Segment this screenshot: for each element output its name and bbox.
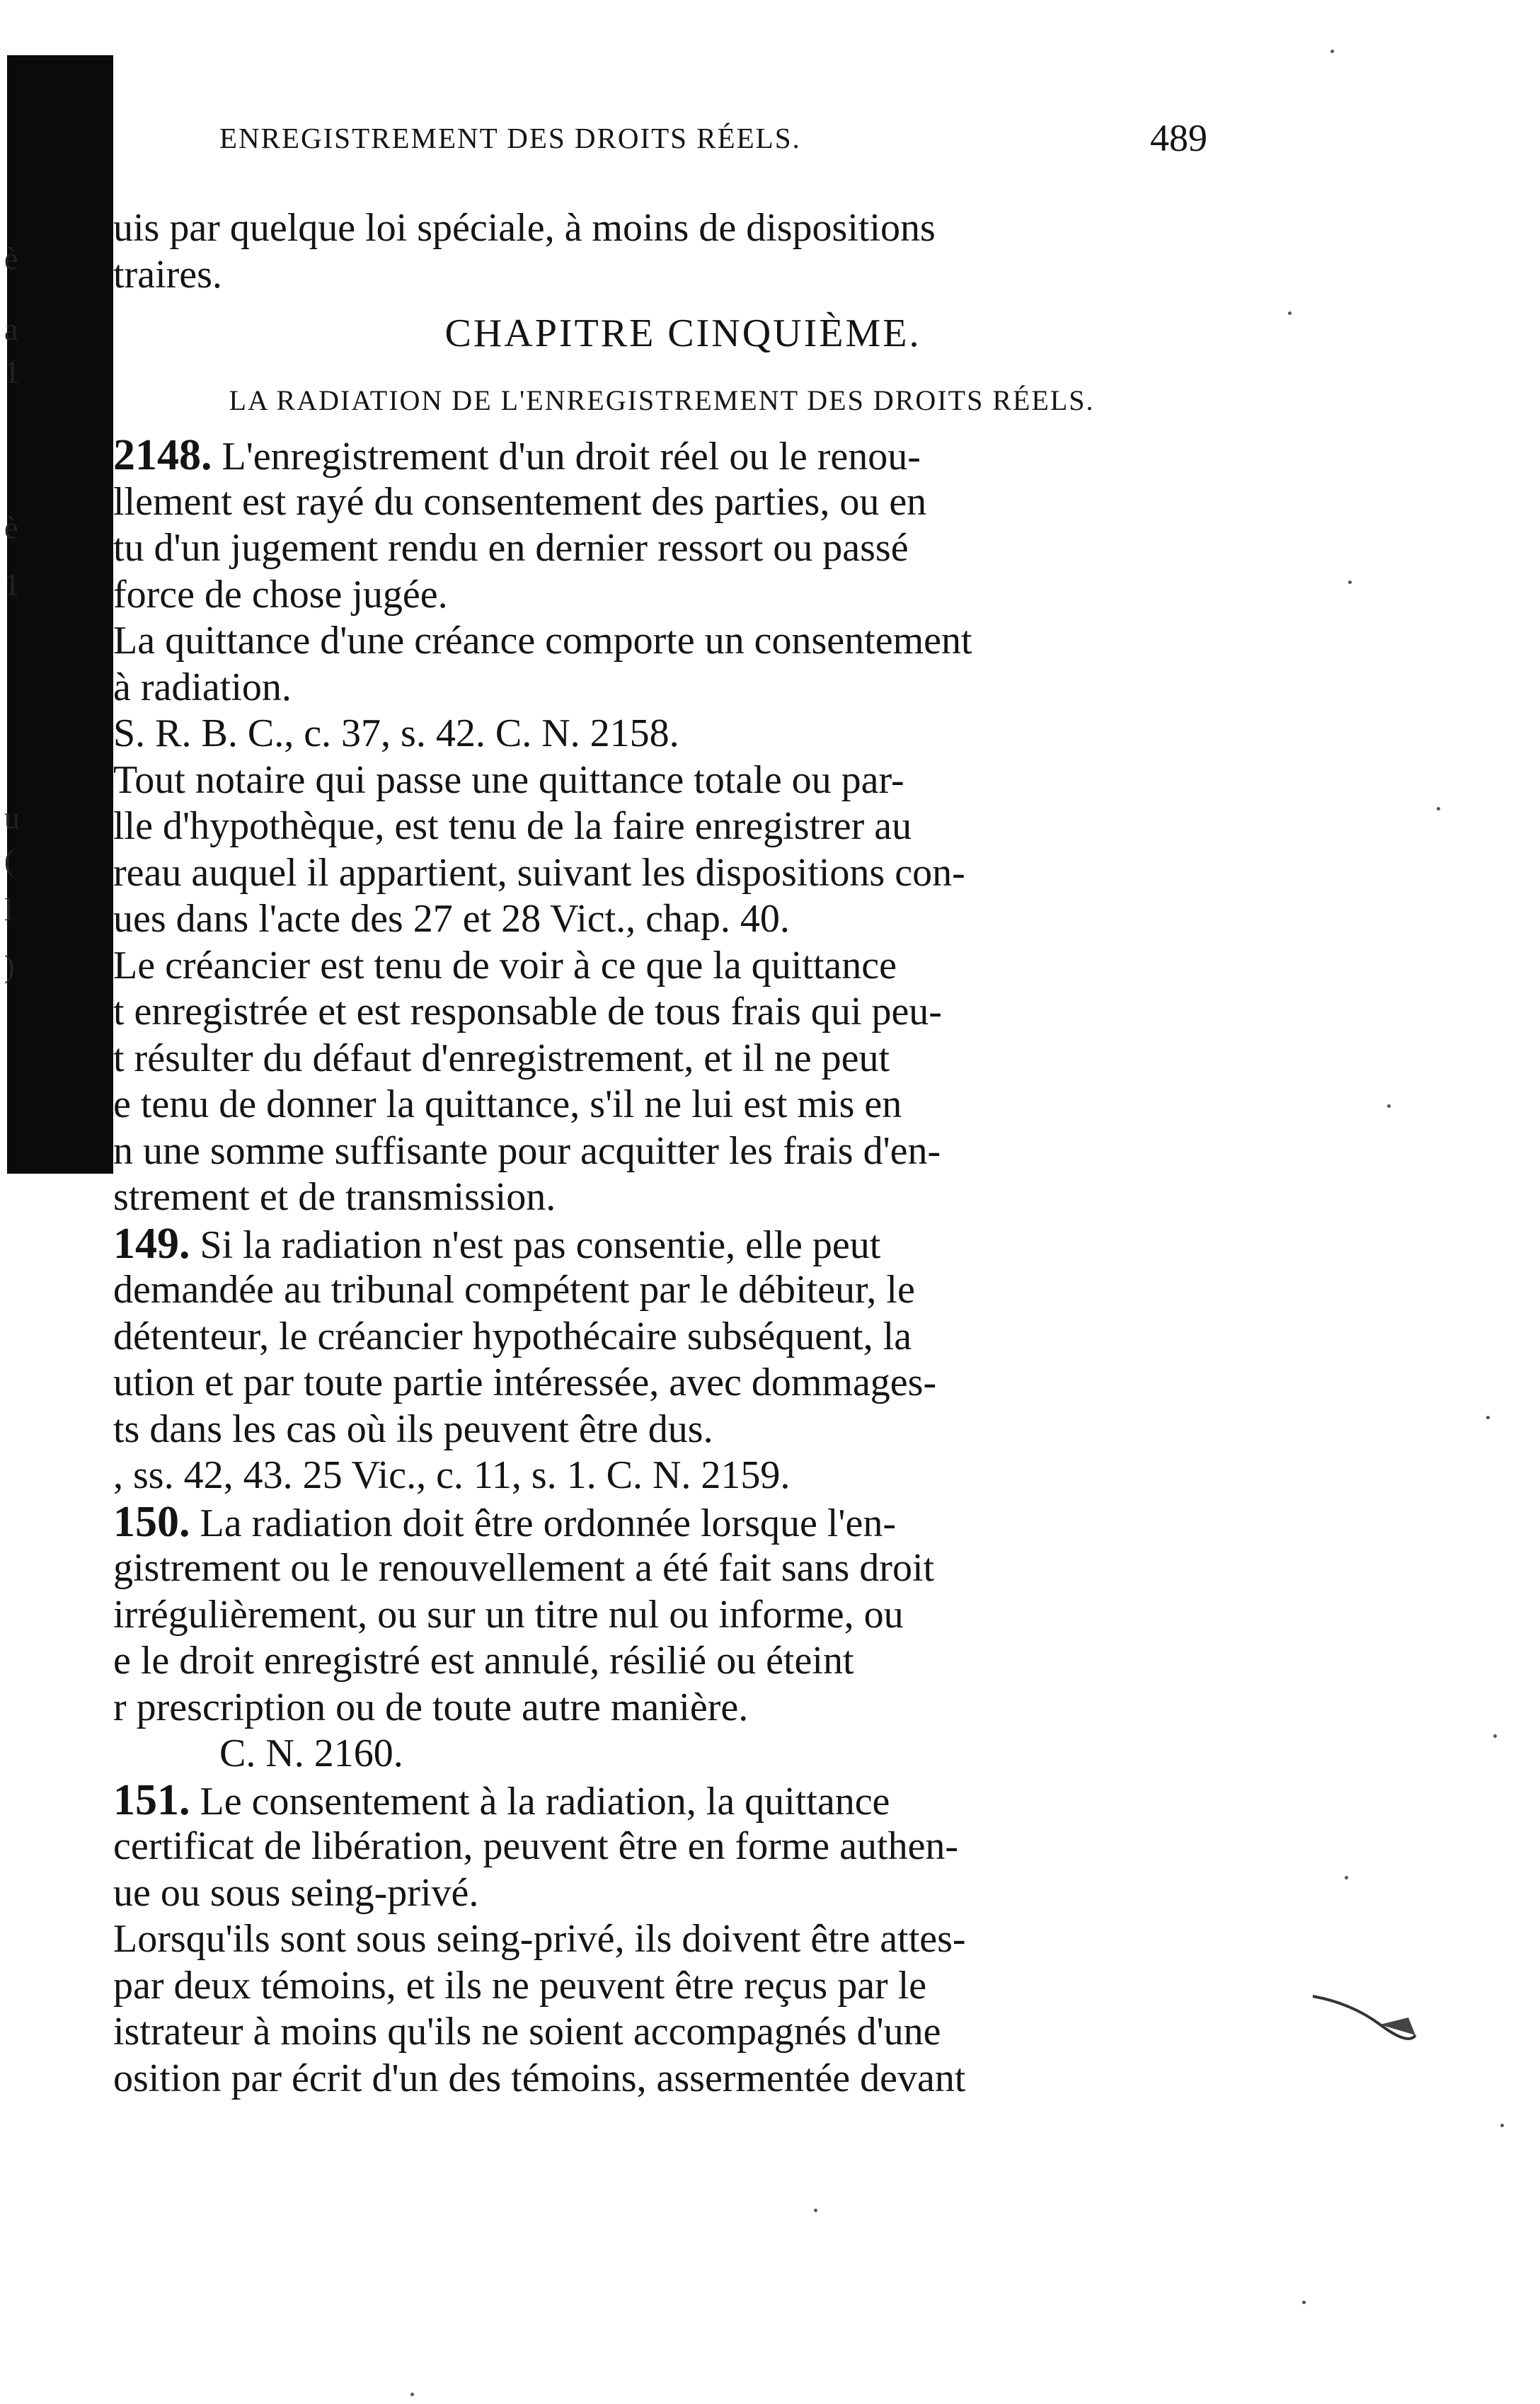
running-header bbox=[219, 113, 1207, 163]
article-first-line: La radiation doit être ordonnée lorsque l'en- bbox=[200, 1501, 896, 1545]
text-line: tu d'un jugement rendu en dernier ressort ou passé bbox=[113, 526, 909, 570]
margin-fragment: l bbox=[4, 893, 13, 927]
citation-line: S. R. B. C., c. 37, s. 42. C. N. 2158. bbox=[113, 711, 679, 755]
margin-fragment: 1 bbox=[4, 355, 20, 389]
speck bbox=[1493, 1734, 1497, 1738]
text-line: demandée au tribunal compétent par le débiteur, le bbox=[113, 1268, 915, 1312]
article-2151-heading-line bbox=[113, 1775, 1210, 1824]
speck bbox=[1302, 2301, 1306, 2304]
text-line: détenteur, le créancier hypothécaire subséquent, la bbox=[113, 1314, 912, 1358]
text-line: ue ou sous seing-privé. bbox=[113, 1870, 479, 1915]
text-line: ution et par toute partie intéressée, avec dommages- bbox=[113, 1361, 937, 1404]
citation-line: , ss. 42, 43. 25 Vic., c. 11, s. 1. C. N. 2159. bbox=[113, 1453, 791, 1497]
speck bbox=[1387, 1104, 1391, 1108]
left-margin-fragments bbox=[0, 212, 57, 1203]
text-line: gistrement ou le renouvellement a été fait sans droit bbox=[113, 1546, 935, 1590]
text-line: Lorsqu'ils sont sous seing-privé, ils doivent être attes- bbox=[113, 1917, 966, 1961]
text-line: Tout notaire qui passe une quittance totale ou par- bbox=[113, 757, 904, 802]
text-line: certificat de libération, peuvent être en forme authen- bbox=[113, 1824, 959, 1868]
text-line: llement est rayé du consentement des parties, ou en bbox=[113, 479, 927, 524]
article-first-line: Si la radiation n'est pas consentie, elle peut bbox=[200, 1223, 881, 1267]
text-line: reau auquel il appartient, suivant les dispositions con- bbox=[113, 850, 965, 895]
text-line: par deux témoins, et ils ne peuvent être reçus par le bbox=[113, 1963, 927, 2008]
speck bbox=[814, 2209, 817, 2212]
margin-fragment: u bbox=[4, 801, 20, 835]
text-line: t résulter du défaut d'enregistrement, et il ne peut bbox=[113, 1036, 890, 1080]
article-2149-heading-line bbox=[113, 1221, 1210, 1268]
text-line: lle d'hypothèque, est tenu de la faire enregistrer au bbox=[113, 804, 912, 848]
article-2148-heading-line bbox=[113, 433, 1210, 479]
article-2150-heading-line bbox=[113, 1499, 1210, 1546]
article-first-line: L'enregistrement d'un droit réel ou le renou- bbox=[222, 435, 921, 479]
text-line: ts dans les cas où ils peuvent être dus. bbox=[113, 1407, 713, 1451]
margin-fragment: è bbox=[4, 510, 18, 545]
text-line: osition par écrit d'un des témoins, assermentée devant bbox=[113, 2056, 966, 2100]
citation-line: C. N. 2160. bbox=[219, 1732, 403, 1775]
text-line: irrégulièrement, ou sur un titre nul ou informe, ou bbox=[113, 1592, 904, 1637]
text-line: à radiation. bbox=[113, 665, 292, 709]
speck bbox=[1345, 1876, 1348, 1879]
section-title: LA RADIATION DE L'ENREGISTREMENT DES DROITS RÉELS. bbox=[229, 384, 1095, 416]
margin-fragment: ( bbox=[4, 843, 15, 878]
body-text bbox=[113, 205, 1210, 2102]
speck bbox=[1331, 50, 1334, 53]
page-number: 489 bbox=[1150, 117, 1207, 159]
text-line: n une somme suffisante pour acquitter les frais d'en- bbox=[113, 1128, 941, 1173]
speck bbox=[1288, 311, 1292, 315]
text-line: traires. bbox=[113, 252, 222, 297]
article-number: 151. bbox=[113, 1775, 190, 1824]
running-title: ENREGISTREMENT DES DROITS RÉELS. bbox=[219, 122, 801, 154]
article-number: 149. bbox=[113, 1219, 190, 1268]
article-number: 150. bbox=[113, 1497, 190, 1546]
margin-fragment: ) bbox=[4, 949, 15, 984]
text-line: e le droit enregistré est annulé, résilié ou éteint bbox=[113, 1639, 854, 1683]
text-line: strement et de transmission. bbox=[113, 1175, 556, 1219]
text-line: ues dans l'acte des 27 et 28 Vict., chap. 40. bbox=[113, 897, 790, 941]
speck bbox=[1486, 1416, 1490, 1419]
article-number: 2148. bbox=[113, 431, 212, 479]
ink-smudge bbox=[1309, 1968, 1423, 2053]
speck bbox=[1348, 580, 1352, 584]
text-line: t enregistrée et est responsable de tous frais qui peu- bbox=[113, 990, 942, 1034]
speck bbox=[410, 2393, 414, 2396]
speck bbox=[1500, 2124, 1504, 2127]
speck bbox=[1437, 807, 1440, 811]
text-line: Le créancier est tenu de voir à ce que la quittance bbox=[113, 943, 897, 988]
text-line: force de chose jugée. bbox=[113, 572, 448, 617]
text-line: La quittance d'une créance comporte un consentement bbox=[113, 619, 972, 663]
margin-fragment: 1 bbox=[4, 567, 20, 602]
text-line: uis par quelque loi spéciale, à moins de dispositions bbox=[113, 206, 936, 250]
text-line: r prescription ou de toute autre manière. bbox=[113, 1685, 749, 1729]
article-first-line: Le consentement à la radiation, la quittance bbox=[200, 1779, 890, 1824]
margin-fragment: a bbox=[4, 312, 18, 347]
chapter-title: CHAPITRE CINQUIÈME. bbox=[444, 311, 921, 355]
text-line: istrateur à moins qu'ils ne soient accompagnés d'une bbox=[113, 2010, 941, 2054]
margin-fragment: è bbox=[4, 241, 18, 276]
text-line: e tenu de donner la quittance, s'il ne lui est mis en bbox=[113, 1082, 902, 1126]
